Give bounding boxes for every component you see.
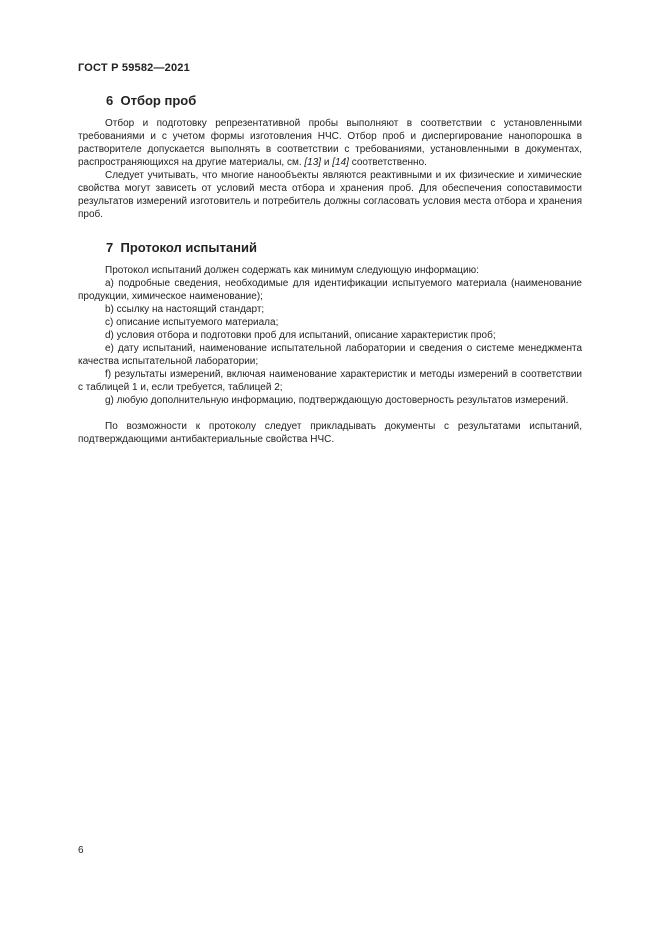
list-item-d: d) условия отбора и подготовки проб для испытаний, описание характеристик проб;: [105, 330, 496, 341]
page-number: 6: [78, 845, 84, 856]
list-item-b: b) ссылку на настоящий стандарт;: [105, 304, 265, 315]
reference-14: [14]: [332, 157, 349, 169]
section-6-heading: [106, 93, 196, 108]
section-6-paragraph-1: [78, 117, 582, 169]
list-item-e: e) дату испытаний, наименование испытательной лаборатории и сведения о системе менеджмента качества испытательной лаборатории;: [78, 343, 582, 368]
section-6-paragraph-1-end: соответственно.: [348, 157, 427, 169]
section-6-title: Отбор проб: [120, 93, 197, 108]
section-6-number: 6: [106, 93, 114, 108]
reference-13: [13]: [304, 157, 322, 169]
list-item-f: f) результаты измерений, включая наименование характеристик и методы измерений в соответствии с таблицей 1 и, если требуется, таблицей 2;: [78, 369, 582, 394]
section-7-title: Протокол испытаний: [120, 240, 257, 255]
section-6-paragraph-1-text: Отбор и подготовку репрезентативной пробы выполняют в соответствии с установленными требованиями и с учетом формы изготовления НЧС. Отбор проб и диспергирование нанопорошка в растворителе допускается выполнять в соответствии с требованиями, установленными в документах, распространяющихся на другие материалы, см.: [78, 118, 582, 169]
reference-connector: и: [321, 157, 333, 169]
section-7-number: 7: [106, 240, 114, 255]
list-item-g: g) любую дополнительную информацию, подтверждающую достоверность результатов измерений.: [105, 395, 569, 406]
list-item-a: a) подробные сведения, необходимые для идентификации испытуемого материала (наименование продукции, химическое наименование);: [78, 278, 582, 303]
section-7-heading: [106, 240, 257, 255]
section-6-paragraph-2: Следует учитывать, что многие нанообъекты являются реактивными и их физические и химические свойства могут зависеть от условий места отбора и хранения проб. Для обеспечения сопоставимости результатов измерений изготовитель и потребитель должны согласовать условия места отбора и хранения проб.: [78, 170, 582, 221]
document-header: ГОСТ Р 59582—2021: [78, 62, 190, 74]
list-item-c: c) описание испытуемого материала;: [105, 317, 279, 328]
section-7-closing: По возможности к протоколу следует прикладывать документы с результатами испытаний, подтверждающими антибактериальные свойства НЧС.: [78, 421, 582, 446]
section-7-intro: Протокол испытаний должен содержать как минимум следующую информацию:: [105, 265, 479, 276]
